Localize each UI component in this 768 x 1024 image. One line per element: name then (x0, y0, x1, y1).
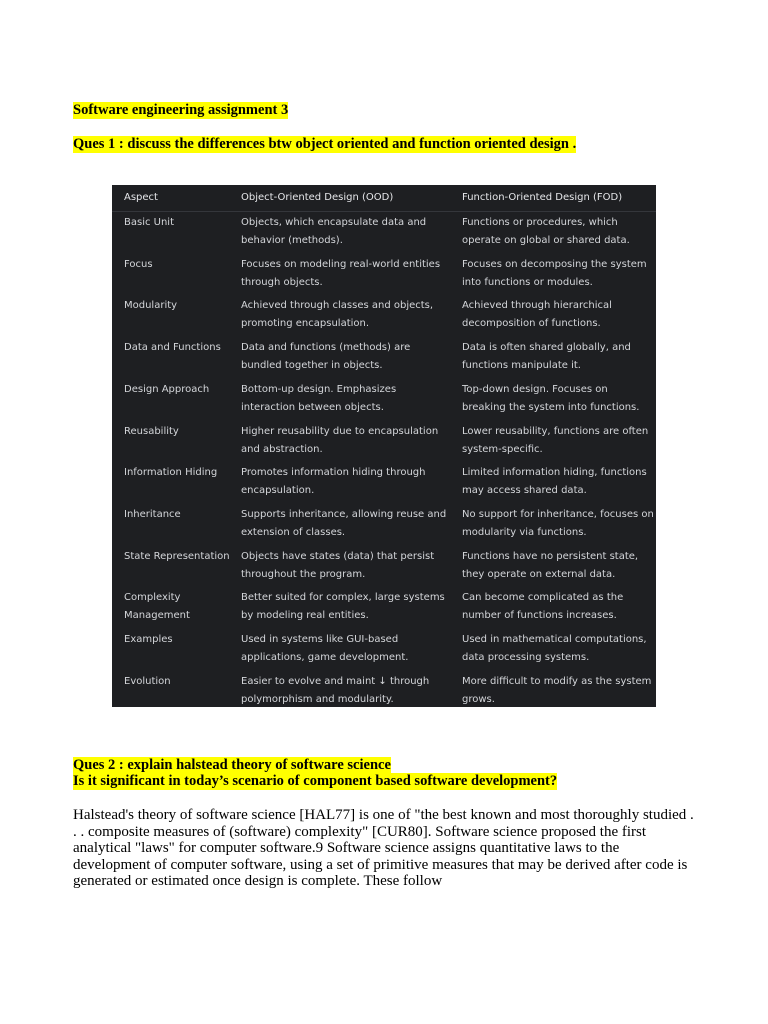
row-ood: Achieved through classes and objects, promoting encapsulation. (241, 300, 434, 330)
table-row (112, 547, 656, 589)
row-fod: More difficult to modify as the system grows. (462, 675, 652, 705)
row-ood: Focuses on modeling real-world entities through objects. (241, 258, 441, 288)
row-ood: Supports inheritance, allowing reuse and extension of classes. (241, 508, 447, 538)
table-row (112, 422, 656, 464)
comparison-table-image (112, 185, 656, 707)
row-fod: Limited information hiding, functions may access shared data. (462, 467, 647, 497)
row-aspect: Information Hiding (124, 467, 218, 479)
row-fod: Top-down design. Focuses on breaking the system into functions. (462, 383, 640, 413)
table-row (112, 213, 656, 255)
question-2-line-1: Ques 2 : explain halstead theory of software science (73, 757, 391, 773)
row-fod: Functions or procedures, which operate on global or shared data. (462, 217, 630, 246)
header-aspect: Aspect (124, 192, 158, 203)
table-header-row (112, 185, 656, 212)
row-ood: Better suited for complex, large systems by modeling real entities. (241, 592, 445, 622)
row-ood: Bottom-up design. Emphasizes interaction between objects. (241, 383, 397, 413)
header-ood: Object-Oriented Design (OOD) (241, 192, 394, 203)
header-fod: Function-Oriented Design (FOD) (462, 192, 623, 203)
row-fod: Used in mathematical computations, data processing systems. (462, 634, 647, 663)
table-row (112, 672, 656, 714)
halstead-paragraph: Halstead's theory of software science [HAL77] is one of "the best known and most thoroughly studied . . . composite measures of (software) complexity" [CUR80]. Software science proposed the first analytical "laws" for computer software.9 Software science assigns quantitative laws to the development of computer software, using a set of primitive measures that may be derived after code is generated or estimated once design is complete. These follow (73, 807, 694, 890)
row-fod: No support for inheritance, focuses on modularity via functions. (462, 508, 654, 538)
table-row (112, 296, 656, 338)
row-aspect: Design Approach (124, 383, 210, 395)
row-ood: Objects have states (data) that persist throughout the program. (241, 550, 435, 580)
row-ood: Used in systems like GUI-based applications, game development. (241, 634, 409, 663)
table-row (112, 505, 656, 547)
row-aspect: Reusability (124, 425, 179, 437)
table-row (112, 463, 656, 505)
row-ood: Easier to evolve and maint ↓ through polymorphism and modularity. (241, 675, 430, 705)
table-row (112, 588, 656, 630)
table-row (112, 630, 656, 672)
table-row (112, 338, 656, 380)
row-fod: Functions have no persistent state, they operate on external data. (462, 550, 639, 580)
row-ood: Objects, which encapsulate data and behavior (methods). (241, 217, 427, 246)
row-aspect: Evolution (124, 675, 171, 687)
row-fod: Lower reusability, functions are often system-specific. (462, 425, 649, 455)
row-aspect: Examples (124, 634, 173, 645)
row-aspect: State Representation (124, 550, 230, 562)
row-ood: Data and functions (methods) are bundled together in objects. (241, 342, 411, 372)
assignment-title: Software engineering assignment 3 (73, 102, 289, 118)
row-ood: Promotes information hiding through encapsulation. (241, 467, 426, 497)
table-row (112, 255, 656, 297)
row-aspect: Focus (124, 258, 153, 270)
row-fod: Can become complicated as the number of functions increases. (462, 592, 624, 622)
row-fod: Focuses on decomposing the system into functions or modules. (462, 258, 647, 288)
row-fod: Achieved through hierarchical decomposition of functions. (462, 300, 612, 330)
question-2-line-2: Is it significant in today’s scenario of component based software development? (73, 773, 558, 789)
row-aspect: Modularity (124, 300, 178, 312)
table-row (112, 380, 656, 422)
question-1: Ques 1 : discuss the differences btw object oriented and function oriented design . (73, 136, 577, 152)
row-ood: Higher reusability due to encapsulation and abstraction. (241, 425, 439, 455)
row-aspect: Inheritance (124, 508, 181, 520)
row-fod: Data is often shared globally, and functions manipulate it. (462, 342, 631, 372)
row-aspect: Basic Unit (124, 217, 175, 228)
row-aspect: Complexity Management (124, 592, 190, 622)
row-aspect: Data and Functions (124, 342, 221, 354)
